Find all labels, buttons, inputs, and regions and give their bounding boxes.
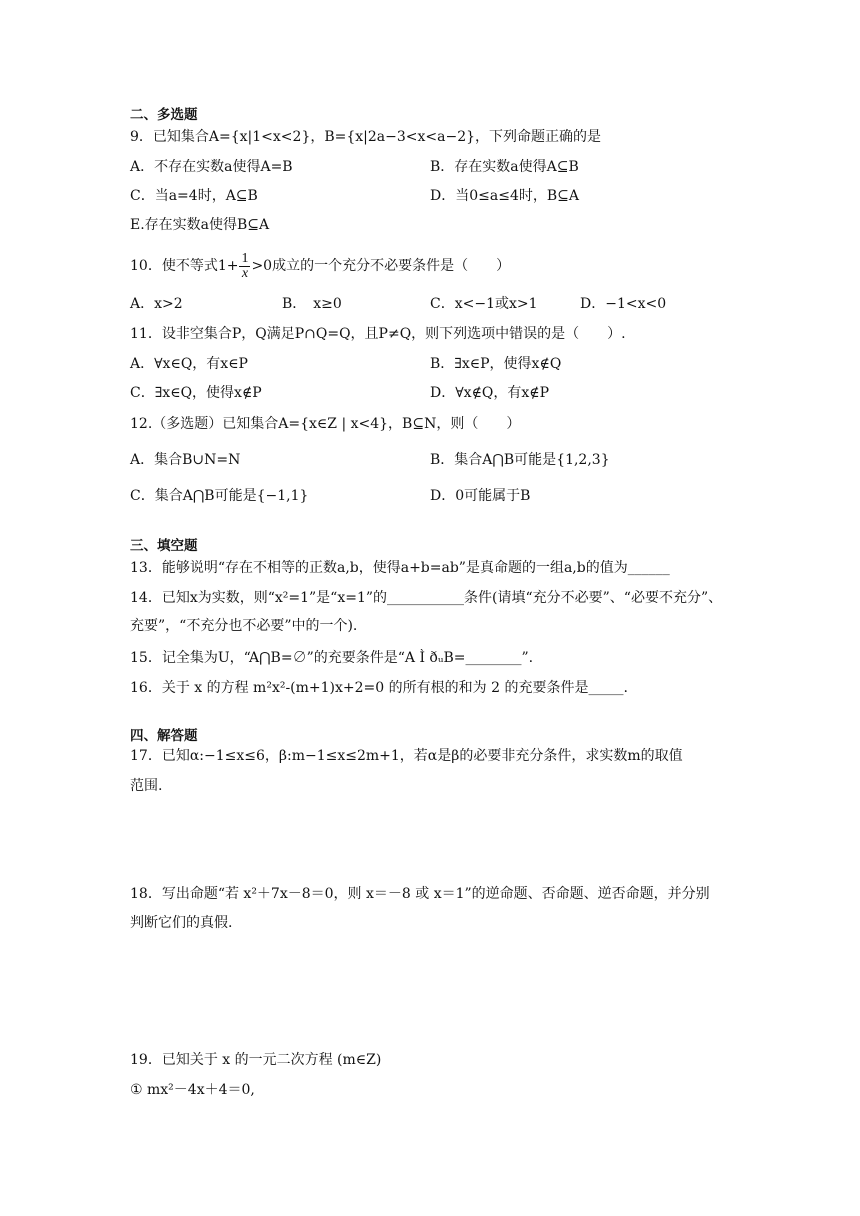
question-18-line-2: 判断它们的真假. <box>130 915 233 931</box>
question-12-option-b: B．集合A⋂B可能是{1,2,3} <box>430 452 610 468</box>
question-9-option-e: E.存在实数a使得B⊆A <box>130 217 270 233</box>
question-12-option-c: C．集合A⋂B可能是{−1,1} <box>130 488 309 504</box>
question-14-line-1: 14．已知x为实数，则“x²=1”是“x=1”的___________条件(请填“充分不必要”、“必要不充分”、 <box>130 590 723 606</box>
question-19-line-1: 19．已知关于 x 的一元二次方程 (m∈Z) <box>130 1052 382 1068</box>
question-14-line-2: 充要”，“不充分也不必要”中的一个). <box>130 618 358 634</box>
question-12-stem: 12.（多选题）已知集合A={x∈Z | x<4}，B⊆N，则（ ） <box>130 416 521 432</box>
question-11-option-d: D．∀x∉Q，有x∉P <box>430 385 550 401</box>
question-9-option-b: B．存在实数a使得A⊆B <box>430 159 579 175</box>
question-11-option-c: C．∃x∈Q，使得x∉P <box>130 385 262 401</box>
question-10-stem-after: >0成立的一个充分不必要条件是（ ） <box>251 258 511 274</box>
question-19-line-2: ① mx²－4x＋4＝0, <box>130 1082 255 1098</box>
question-18-line-1: 18．写出命题“若 x²＋7x－8＝0，则 x＝－8 或 x＝1”的逆命题、否命题、逆否命题，并分别 <box>130 886 710 902</box>
question-17-line-2: 范围. <box>130 778 163 794</box>
question-10-fraction <box>239 252 250 281</box>
question-11-stem: 11．设非空集合P，Q满足P∩Q=Q，且P≠Q，则下列选项中错误的是（ ）. <box>130 326 626 342</box>
question-16: 16．关于 x 的方程 m²x²-(m+1)x+2=0 的所有根的和为 2 的充要条件是_____. <box>130 680 628 696</box>
question-9-option-d: D．当0≤a≤4时，B⊆A <box>430 188 579 204</box>
section-heading-answer: 四、解答题 <box>130 728 198 744</box>
question-11-option-b: B．∃x∈P，使得x∉Q <box>430 356 562 372</box>
question-11-option-a: A．∀x∈Q，有x∈P <box>130 356 248 372</box>
question-10-option-b: B． x≥0 <box>282 296 342 312</box>
question-13: 13．能够说明“存在不相等的正数a,b，使得a+b=ab”是真命题的一组a,b的值为______ <box>130 560 670 576</box>
question-10-option-a: A．x>2 <box>130 296 183 312</box>
fraction-numerator: 1 <box>241 250 249 266</box>
question-9-option-c: C．当a=4时，A⊆B <box>130 188 258 204</box>
question-10-stem <box>130 246 510 286</box>
section-heading-multi-choice: 二、多选题 <box>130 107 198 123</box>
question-10-stem-before: 10．使不等式1+ <box>130 258 239 274</box>
question-10-option-c: C．x<−1或x>1 <box>430 296 538 312</box>
question-17-line-1: 17．已知α:−1≤x≤6，β:m−1≤x≤2m+1，若α是β的必要非充分条件，求实数m的取值 <box>130 748 683 764</box>
question-12-option-a: A．集合B∪N=N <box>130 452 241 468</box>
section-heading-fill-blank: 三、填空题 <box>130 538 198 554</box>
question-9-option-a: A．不存在实数a使得A=B <box>130 159 293 175</box>
question-15: 15．记全集为U，“A⋂B=∅”的充要条件是“A Ì ðᵤB=________”. <box>130 650 534 666</box>
question-10-option-d: D．−1<x<0 <box>580 296 667 312</box>
question-12-option-d: D．0可能属于B <box>430 488 531 504</box>
fraction-denominator: x <box>241 265 249 281</box>
question-9-stem: 9．已知集合A={x|1<x<2}，B={x|2a−3<x<a−2}，下列命题正确的是 <box>130 129 602 145</box>
